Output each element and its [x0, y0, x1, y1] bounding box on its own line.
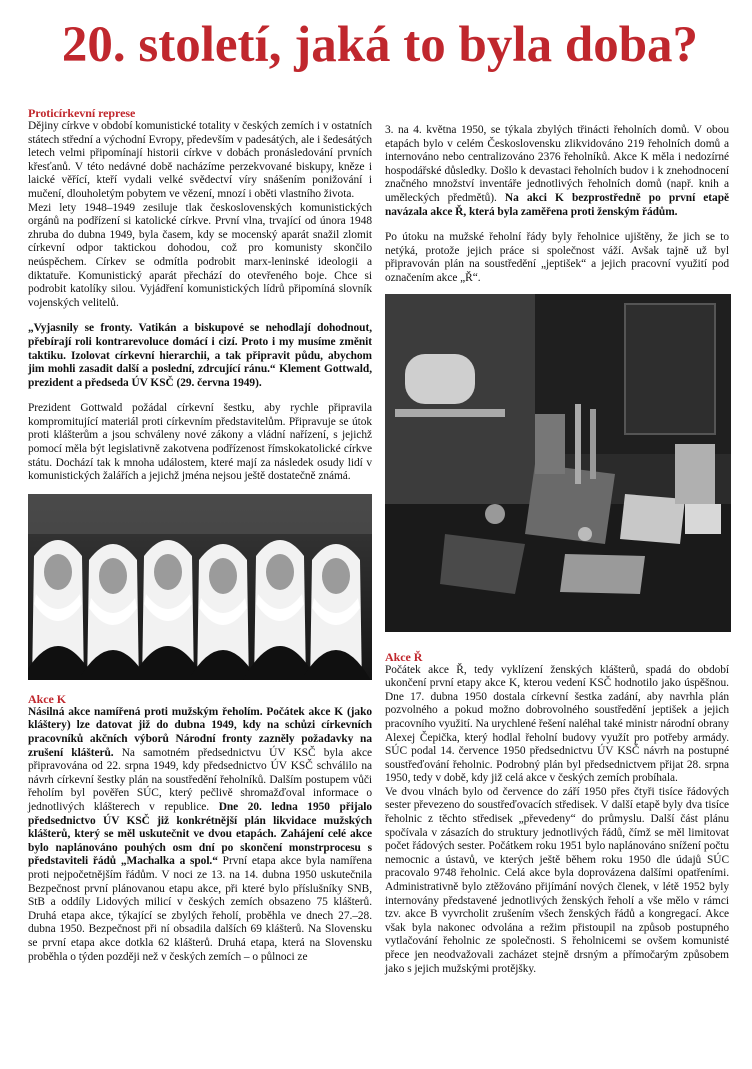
section-heading-proticirkevni-represe: Proticírkevní represe: [28, 106, 136, 120]
gottwald-quote: „Vyjasnily se fronty. Vatikán a biskupové se nehodlají dohodnout, přebírají roli kontrarevoluce domácí i cizí. Proto i my musíme změnit taktiku. Izolovat církevní hierarchii, a tak připravit půdu, abychom jim mohli zasadit další a poslední, zdrcující ránu.“ Klement Gottwald, prezident a předseda ÚV KSČ (29. června 1949).: [28, 322, 372, 389]
paragraph-cirkevni-sestka: Prezident Gottwald požádal církevní šestku, aby rychle připravila kompromitující materiál proti církevním představitelům. Připravuje se útok proti klášterům a jsou schváleny nové zákony a vládní nařízení, s jejichž pomocí měla být legislativně zakotvena podřízenost římskokatolické církve státu. Dochází tak k mnoha událostem, které mají za následek osudy lidí v komunistických žalářích a jejichž jména nejsou ještě dostatečně známá.: [28, 402, 372, 483]
section-heading-akce-r: Akce Ř: [385, 649, 423, 664]
paragraph-intro: Dějiny církve v období komunistické totality v českých zemích i v ostatních státech střední a východní Evropy, především v padesátých, ale i šedesátých letech velmi připomínají historii církve v dobách pronásledování prvních křesťanů. V této nedávné době nacházíme perzekvované biskupy, kněze i laické věřící, kteří vydali velké svědectví víry snášením ponižování i mučení, dlouholetým pobytem ve vězení, mnozí i oběti vlastního života.: [28, 120, 372, 200]
photo-ransacked-room: [385, 294, 731, 632]
right-column: [385, 124, 729, 976]
paragraph-1948-1949: Mezi lety 1948–1949 zesiluje tlak československých komunistických orgánů na podřízení si katolické církve. První vlna, trvající od února 1948 zhruba do dubna 1949, byla časem, kdy se mocenský aparát snažil zlomit církevní odpor taktickou dohodou, což pro komunisty skončilo neúspěchem. Církev se odmítla podrobit marx-leninské ideologii a diktatuře. Komunistický aparát přechází do otevřeného boje. Chce si podrobit katolíky silou. Vyjádření komunistických lídrů připomíná slovník vojenských velitelů.: [28, 201, 372, 309]
paragraph-akce-k-continued: 3. na 4. května 1950, se týkala zbylých třinácti řeholních domů. V obou etapách bylo v celém Československu zlikvidováno 219 řeholních domů a internováno nebo centralizováno 2376 řeholníků. Akce K měla i nedozírné hospodářské důsledky. Došlo k devastaci řeholních budov i k znehodnocení značného množství inventáře jednotlivých řeholních domů (např. knih a uměleckých předmětů). Na akci K bezprostředně po první etapě navázala akce Ř, která byla zaměřena proti ženským řádům.: [385, 124, 729, 218]
photo-nuns: [28, 494, 372, 680]
paragraph-akce-k: Násilná akce namířená proti mužským řeholím. Počátek akce K (jako kláštery) lze datovat již do dubna 1949, kdy na schůzi církevních pracovníků akčních výborů Národní fronty zazněly požadavky na zrušení klášterů. Na samotném předsednictvu ÚV KSČ byla akce připravována od 22. srpna 1949, kdy předsednictvo ÚV KSČ schválilo na návrh církevní šestky plán na soustředění řeholníků. Dalším postupem vůči řeholím byl pověřen SÚC, který pečlivě shromažďoval informace o jednotlivých klášterech v republice. Dne 20. ledna 1950 přijalo předsednictvo ÚV KSČ již konkrétnější plán likvidace mužských klášterů, který se měl uskutečnit ve dvou etapách. Zahájení celé akce bylo naplánováno pouhých osm dní po skončení monstrprocesu s představiteli řádů „Machalka a spol.“ První etapa akce byla namířena proti nejpočetnějším řádům. V noci ze 13. na 14. dubna 1950 uskutečnila Bezpečnost první plánovanou etapu akce, při které bylo příslušníky SNB, StB a oddíly Lidových milicí v českých zemích obsazeno 75 klášterů. Druhá etapa akce, týkající se zbylých řeholí, proběhla ve dnech 27.–28. dubna 1950. Bezpečnost při ní obsadila dalších 69 klášterů. Na Slovensku se první etapa akce dotkla 62 klášterů. Druhá etapa, která na Slovensku proběhla o týden později než v českých zemích – o půlnoci ze: [28, 705, 373, 963]
paragraph-akce-r: Počátek akce Ř, tedy vyklízení ženských klášterů, spadá do období ukončení první etapy akce K, kterou vedení KSČ hodnotilo jako úspěšnou. Dne 17. dubna 1950 dostala církevní šestka zadání, aby navrhla plán pozvolného a pokud možno dobrovolného soustředění jeptišek a jejich pracovního využití. Na urychlené řešení naléhal také ministr národní obrany Alexej Čepička, který hodlal řeholní budovy využít pro potřeby armády. SÚC podal 14. července 1950 předsednictvu ÚV KSČ návrh na postupné soustřeďování řeholnic. Podrobný plán byl předsednictvem přijat 28. srpna 1950, tedy v době, kdy již celá akce v českých zemích probíhala.: [385, 663, 729, 785]
paragraph-reholnice: Po útoku na mužské řeholní řády byly řeholnice ujištěny, že jich se to netýká, protože jejich práce si společnost váží. Avšak tajně už byl připravován plán na soustředění „jeptišek“ a jejich pracovní využití pod označením akce „Ř“.: [385, 231, 729, 284]
page-title: 20. století, jaká to byla doba?: [61, 17, 699, 73]
left-column: [28, 106, 372, 964]
section-heading-akce-k: Akce K: [28, 691, 67, 706]
paragraph-soustredeni: Ve dvou vlnách bylo od července do září 1950 přes čtyři tisíce řádových sester převezeno do soustřeďovacích středisek. V další etapě byly dva tisíce řeholnic z těchto středisek „převedeny“ do průmyslu. Další část plánu spočívala v zásazích do struktury jednotlivých řádů, čímž se měl limitovat počet řádových sester. Počátkem roku 1951 bylo naplánováno snížení počtu nemocnic a ústavů, ve kterých ještě během roku 1950 dle údajů SÚC pracovalo 9748 řeholnic. Celá akce byla doprovázena dalšími opatřeními. Administrativně bylo ztěžováno přijímání nových členek, v létě 1952 byly internovány představené jednotlivých ženských řeholí a vše mělo v rámci tzv. akce B vyvrcholit zrušením všech ženských řádů a kongregací. Akce však byla nakonec odvolána a režim přistoupil na způsob postupného vytlačování řeholnic ze společnosti. S řeholnicemi se ovšem komunisté přece jen neodvažovali zacházet stejně drsným a přímočarým způsobem jako s jejich mužskými protějšky.: [385, 785, 729, 975]
